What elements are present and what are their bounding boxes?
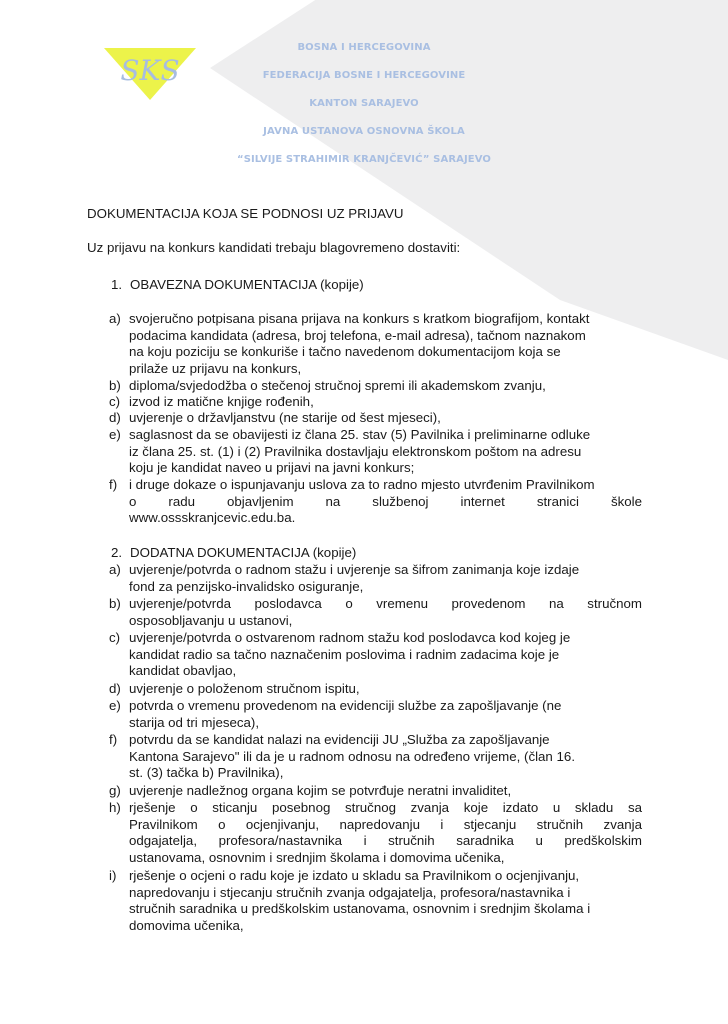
item-line: rješenje o sticanju posebnog stručnog zvanja koje izdato u skladu sa	[129, 800, 642, 815]
section-number: 2.	[111, 545, 123, 560]
item-label: d)	[109, 410, 121, 425]
item-text	[129, 698, 642, 731]
item-line: o radu objavljenim na službenoj internet stranici škole	[129, 493, 642, 509]
item-line: starija od tri mjeseca),	[129, 714, 260, 730]
item-line: koju je kandidat naveo u prijavi na javni konkurs;	[129, 460, 415, 475]
item-label: b)	[109, 378, 121, 393]
section-heading-mandatory	[111, 277, 364, 294]
item-line: kandidat obavljao,	[129, 663, 237, 678]
item-line: diploma/svjedodžba o stečenoj stručnoj spremi ili akademskom zvanju,	[129, 378, 546, 393]
item-line: st. (3) tačka b) Pravilnika),	[129, 765, 284, 780]
document-title: DOKUMENTACIJA KOJA SE PODNOSI UZ PRIJAVU	[87, 206, 404, 221]
item-text	[129, 311, 642, 377]
item-line: na koju poziciju se konkuriše i tačno navedenom dokumentacijom koja se	[129, 344, 561, 359]
item-line: svojeručno potpisana pisana prijava na konkurs s kratkom biografijom, kontakt	[129, 311, 590, 326]
section-title: OBAVEZNA DOKUMENTACIJA (kopije)	[130, 277, 364, 292]
document-intro: Uz prijavu na konkurs kandidati trebaju blagovremeno dostaviti:	[87, 240, 461, 255]
item-line: izvod iz matične knjige rođenih,	[129, 394, 314, 409]
item-line: napredovanju i stjecanju stručnih zvanja odgajatelja, profesora/nastavnika i	[129, 884, 571, 900]
item-label: f)	[109, 732, 118, 747]
item-line: osposobljavanju u ustanovi,	[129, 612, 293, 628]
item-line: uvjerenje o položenom stručnom ispitu,	[129, 681, 360, 696]
item-label: d)	[109, 681, 121, 696]
item-line: fond za penzijsko-invalidsko osiguranje,	[129, 578, 364, 594]
item-label: a)	[109, 562, 121, 577]
item-text	[129, 681, 642, 698]
item-line: uvjerenje nadležnog organa kojim se potvrđuje neratni invaliditet,	[129, 783, 512, 798]
section-heading-additional	[111, 545, 356, 562]
item-label: h)	[109, 800, 121, 815]
item-label: f)	[109, 477, 118, 492]
item-text	[129, 596, 642, 629]
item-line: iz člana 25. st. (1) i (2) Pravilnika dostavljaju elektronskom poštom na adresu	[129, 443, 582, 459]
item-text	[129, 868, 642, 934]
item-text	[129, 378, 642, 395]
item-line: uvjerenje/potvrda poslodavca o vremenu provedenom na stručnom	[129, 596, 642, 611]
item-line: rješenje o ocjeni o radu koje je izdato u skladu sa Pravilnikom o ocjenjivanju,	[129, 868, 580, 883]
item-line: Pravilnikom o ocjenjivanju, napredovanju i stjecanju stručnih zvanja	[129, 816, 642, 832]
item-label: e)	[109, 427, 121, 442]
item-label: i)	[109, 868, 117, 883]
item-line: uvjerenje o državljanstvu (ne starije od šest mjeseci),	[129, 410, 441, 425]
section-title: DODATNA DOKUMENTACIJA (kopije)	[130, 545, 357, 560]
item-line: prilaže uz prijavu na konkurs,	[129, 360, 302, 376]
item-text	[129, 783, 642, 800]
item-text	[129, 630, 642, 680]
item-label: c)	[109, 630, 121, 645]
item-line: stručnih saradnika u predškolskim ustanovama, osnovnim i srednjim školama i	[129, 901, 591, 916]
item-line: uvjerenje/potvrda o ostvarenom radnom stažu kod poslodavca kod kojeg je	[129, 630, 571, 645]
item-line: Kantona Sarajevo" ili da je u radnom odnosu na određeno vrijeme, (član 16.	[129, 748, 576, 764]
item-label: g)	[109, 783, 121, 798]
header-canton: KANTON SARAJEVO	[309, 98, 419, 109]
section-number: 1.	[111, 277, 123, 292]
item-text	[129, 394, 642, 411]
item-line: www.ossskranjcevic.edu.ba.	[129, 510, 296, 525]
item-line: ustanovama, osnovnim i srednjim školama i domovima učenika,	[129, 849, 505, 865]
item-text	[129, 800, 642, 866]
header-school-name: “SILVIJE STRAHIMIR KRANJČEVIĆ” SARAJEVO	[237, 154, 491, 165]
header-institution-type: JAVNA USTANOVA OSNOVNA ŠKOLA	[263, 126, 465, 137]
item-text	[129, 410, 642, 427]
item-label: b)	[109, 596, 121, 611]
item-line: potvrdu da se kandidat nalazi na evidenciji JU „Služba za zapošljavanje	[129, 732, 550, 747]
item-line: kandidat radio sa tačno naznačenim poslovima i radnim zadacima koje je	[129, 646, 560, 662]
item-text	[129, 427, 642, 477]
item-line: uvjerenje/potvrda o radnom stažu i uvjerenje sa šifrom zanimanja koje izdaje	[129, 562, 580, 577]
logo-letters: SKS	[120, 54, 180, 87]
header-federation: FEDERACIJA BOSNE I HERCEGOVINE	[262, 70, 466, 81]
item-text	[129, 732, 642, 782]
item-line: domovima učenika,	[129, 917, 244, 933]
item-line: potvrda o vremenu provedenom na evidenciji službe za zapošljavanje (ne	[129, 698, 562, 713]
item-text	[129, 562, 642, 595]
header-country: BOSNA I HERCEGOVINA	[297, 42, 431, 53]
item-line: podacima kandidata (adresa, broj telefona, e-mail adresa), tačnom naznakom	[129, 327, 586, 343]
item-label: e)	[109, 698, 121, 713]
item-line: odgajatelja, profesora/nastavnika i stručnih saradnika u predškolskim	[129, 833, 642, 848]
item-line: saglasnost da se obavijesti iz člana 25. stav (5) Pavilnika i preliminarne odluke	[129, 427, 591, 442]
item-label: a)	[109, 311, 121, 326]
item-label: c)	[109, 394, 121, 409]
item-line: i druge dokaze o ispunjavanju uslova za to radno mjesto utvrđenim Pravilnikom	[129, 477, 595, 492]
item-text	[129, 477, 642, 527]
